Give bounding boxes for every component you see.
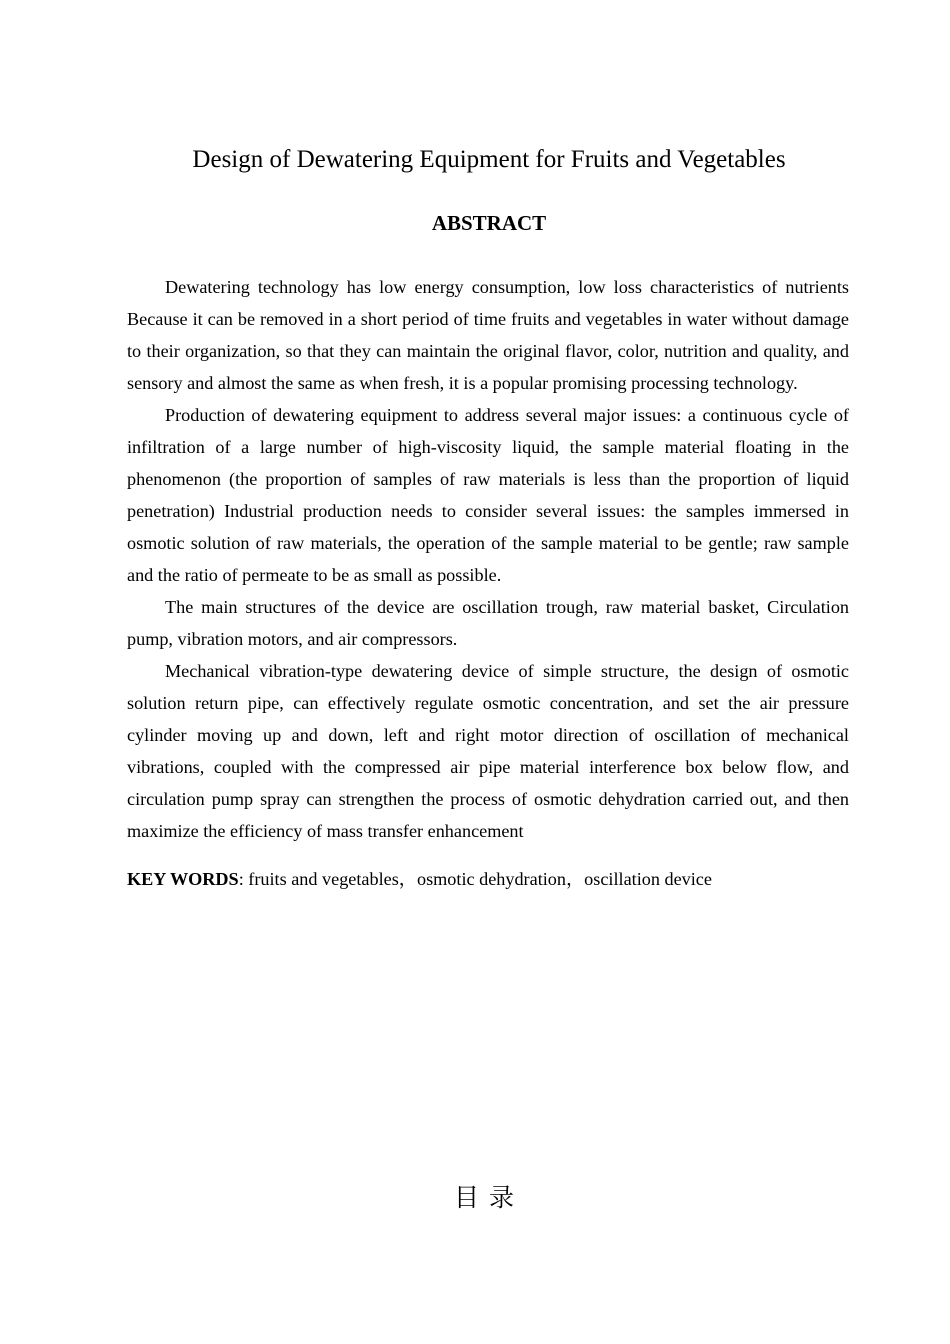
abstract-heading: ABSTRACT	[431, 211, 547, 235]
abstract-body	[127, 271, 849, 895]
table-of-contents-heading: 目录	[453, 1183, 524, 1212]
keywords-text: : fruits and vegetables，osmotic dehydration，oscillation device	[238, 869, 712, 889]
abstract-paragraph: Dewatering technology has low energy consumption, low loss characteristics of nutrients Because it can be removed in a short period of time fruits and vegetables in water without damage to their organization, so that they can maintain the original flavor, color, nutrition and quality, and sensory and almost the same as when fresh, it is a popular promising processing technology.	[127, 277, 849, 393]
abstract-paragraph: Mechanical vibration-type dewatering device of simple structure, the design of osmotic solution return pipe, can effectively regulate osmotic concentration, and set the air pressure cylinder moving up and down, left and right motor direction of oscillation of mechanical vibrations, coupled with the compressed air pipe material interference box below flow, and circulation pump spray can strengthen the process of osmotic dehydration carried out, and then maximize the efficiency of mass transfer enhancement	[127, 661, 849, 841]
keywords-line	[127, 863, 849, 895]
paper-title: Design of Dewatering Equipment for Fruits and Vegetables	[192, 146, 786, 173]
abstract-paragraph: Production of dewatering equipment to address several major issues: a continuous cycle of infiltration of a large number of high-viscosity liquid, the sample material floating in the phenomenon (the proportion of samples of raw materials is less than the proportion of liquid penetration) Industrial production needs to consider several issues: the samples immersed in osmotic solution of raw materials, the operation of the sample material to be gentle; raw sample and the ratio of permeate to be as small as possible.	[127, 405, 849, 585]
keywords-label: KEY WORDS	[127, 869, 239, 889]
abstract-paragraph: The main structures of the device are oscillation trough, raw material basket, Circulation pump, vibration motors, and air compressors.	[127, 597, 849, 649]
